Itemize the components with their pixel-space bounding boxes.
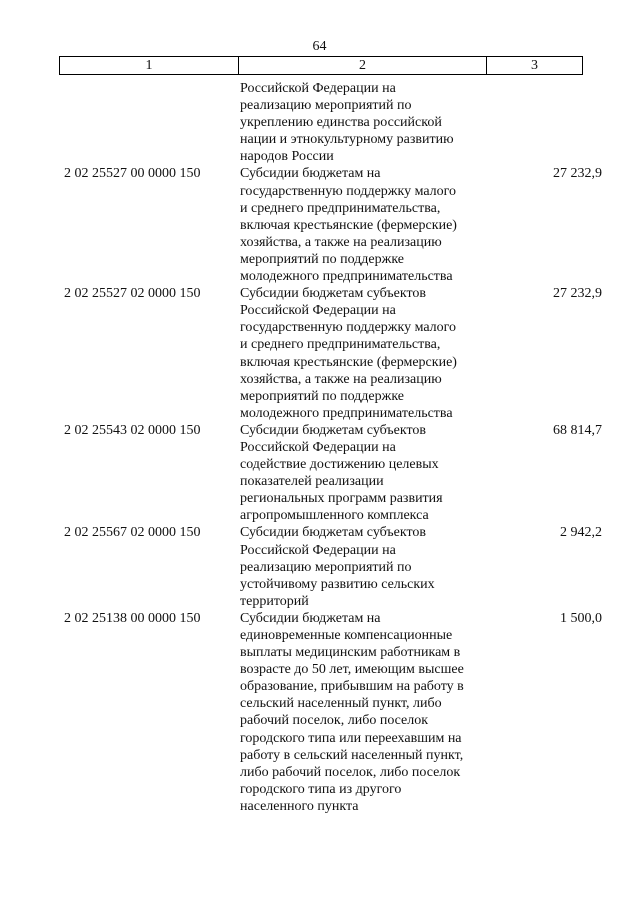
page-number: 64 xyxy=(312,39,327,54)
description-line: выплаты медицинским работникам в xyxy=(240,645,461,661)
amount-value: 2 942,2 xyxy=(560,525,602,541)
description-line: рабочий поселок, либо поселок xyxy=(240,713,429,729)
description-line: народов России xyxy=(240,149,334,165)
description-line: содействие достижению целевых xyxy=(240,457,439,473)
table-body xyxy=(0,80,639,815)
description-line: агропромышленного комплекса xyxy=(240,508,429,524)
row-description xyxy=(240,524,490,609)
description-line: укреплению единства российской xyxy=(240,115,442,131)
description-line: молодежного предпринимательства xyxy=(240,269,453,285)
amount-value: 27 232,9 xyxy=(553,166,602,182)
description-line: и среднего предпринимательства, xyxy=(240,337,441,353)
table-row xyxy=(0,285,639,422)
table-row xyxy=(0,610,639,815)
description-line: мероприятий по поддержке xyxy=(240,388,404,404)
table-row xyxy=(0,422,639,525)
amount-value: 1 500,0 xyxy=(560,610,602,626)
description-line: государственную поддержку малого xyxy=(240,320,457,336)
description-line: Субсидии бюджетам на xyxy=(240,610,381,626)
description-line: Российской Федерации на xyxy=(240,81,396,96)
description-line: хозяйства, а также на реализацию xyxy=(240,234,442,250)
description-line: молодежного предпринимательства xyxy=(240,405,453,421)
description-line: единовременные компенсационные xyxy=(240,628,453,643)
description-line: и среднего предпринимательства, xyxy=(240,200,441,216)
description-line: государственную поддержку малого xyxy=(240,183,457,199)
amount-value: 27 232,9 xyxy=(553,286,602,302)
budget-code: 2 02 25543 02 0000 150 xyxy=(64,422,201,438)
column-header-2: 2 xyxy=(239,57,487,74)
column-header-3: 3 xyxy=(531,58,538,73)
table-row xyxy=(0,165,639,285)
table-header xyxy=(59,56,583,75)
description-line: возрасте до 50 лет, имеющим высшее xyxy=(240,662,464,678)
description-line: Российской Федерации на xyxy=(240,542,396,558)
description-line: хозяйства, а также на реализацию xyxy=(240,371,442,387)
description-line: Российской Федерации на xyxy=(240,439,396,455)
row-description xyxy=(240,80,490,165)
description-line: работу в сельский населенный пункт, xyxy=(240,747,464,763)
budget-code: 2 02 25527 00 0000 150 xyxy=(64,166,201,182)
description-line: показателей реализации xyxy=(240,474,384,490)
table-row xyxy=(0,80,639,165)
description-line: региональных программ развития xyxy=(240,491,443,507)
description-line: реализацию мероприятий по xyxy=(240,559,412,575)
amount-value: 68 814,7 xyxy=(553,422,602,438)
description-line: Субсидии бюджетам субъектов xyxy=(240,525,427,541)
description-line: сельский населенный пункт, либо xyxy=(240,696,442,712)
row-description xyxy=(240,422,490,525)
description-line: включая крестьянские (фермерские) xyxy=(240,217,457,233)
description-line: территорий xyxy=(240,593,309,609)
description-line: включая крестьянские (фермерские) xyxy=(240,354,457,370)
table-row xyxy=(0,524,639,609)
description-line: Субсидии бюджетам на xyxy=(240,166,381,182)
description-line: населенного пункта xyxy=(240,798,359,814)
description-line: реализацию мероприятий по xyxy=(240,98,412,114)
budget-code: 2 02 25567 02 0000 150 xyxy=(64,525,201,541)
row-description xyxy=(240,165,490,285)
budget-code: 2 02 25138 00 0000 150 xyxy=(64,610,201,626)
description-line: либо рабочий поселок, либо поселок xyxy=(240,764,461,780)
description-line: Российской Федерации на xyxy=(240,303,396,319)
description-line: мероприятий по поддержке xyxy=(240,251,404,267)
column-header-1: 1 xyxy=(60,57,239,74)
description-line: городского типа или переехавшим на xyxy=(240,730,462,746)
description-line: городского типа из другого xyxy=(240,781,402,797)
description-line: Субсидии бюджетам субъектов xyxy=(240,422,427,438)
row-description xyxy=(240,285,490,422)
description-line: Субсидии бюджетам субъектов xyxy=(240,286,427,302)
budget-code: 2 02 25527 02 0000 150 xyxy=(64,286,201,302)
description-line: нации и этнокультурному развитию xyxy=(240,132,454,148)
description-line: устойчивому развитию сельских xyxy=(240,576,435,592)
description-line: образование, прибывшим на работу в xyxy=(240,679,464,695)
row-description xyxy=(240,610,490,815)
